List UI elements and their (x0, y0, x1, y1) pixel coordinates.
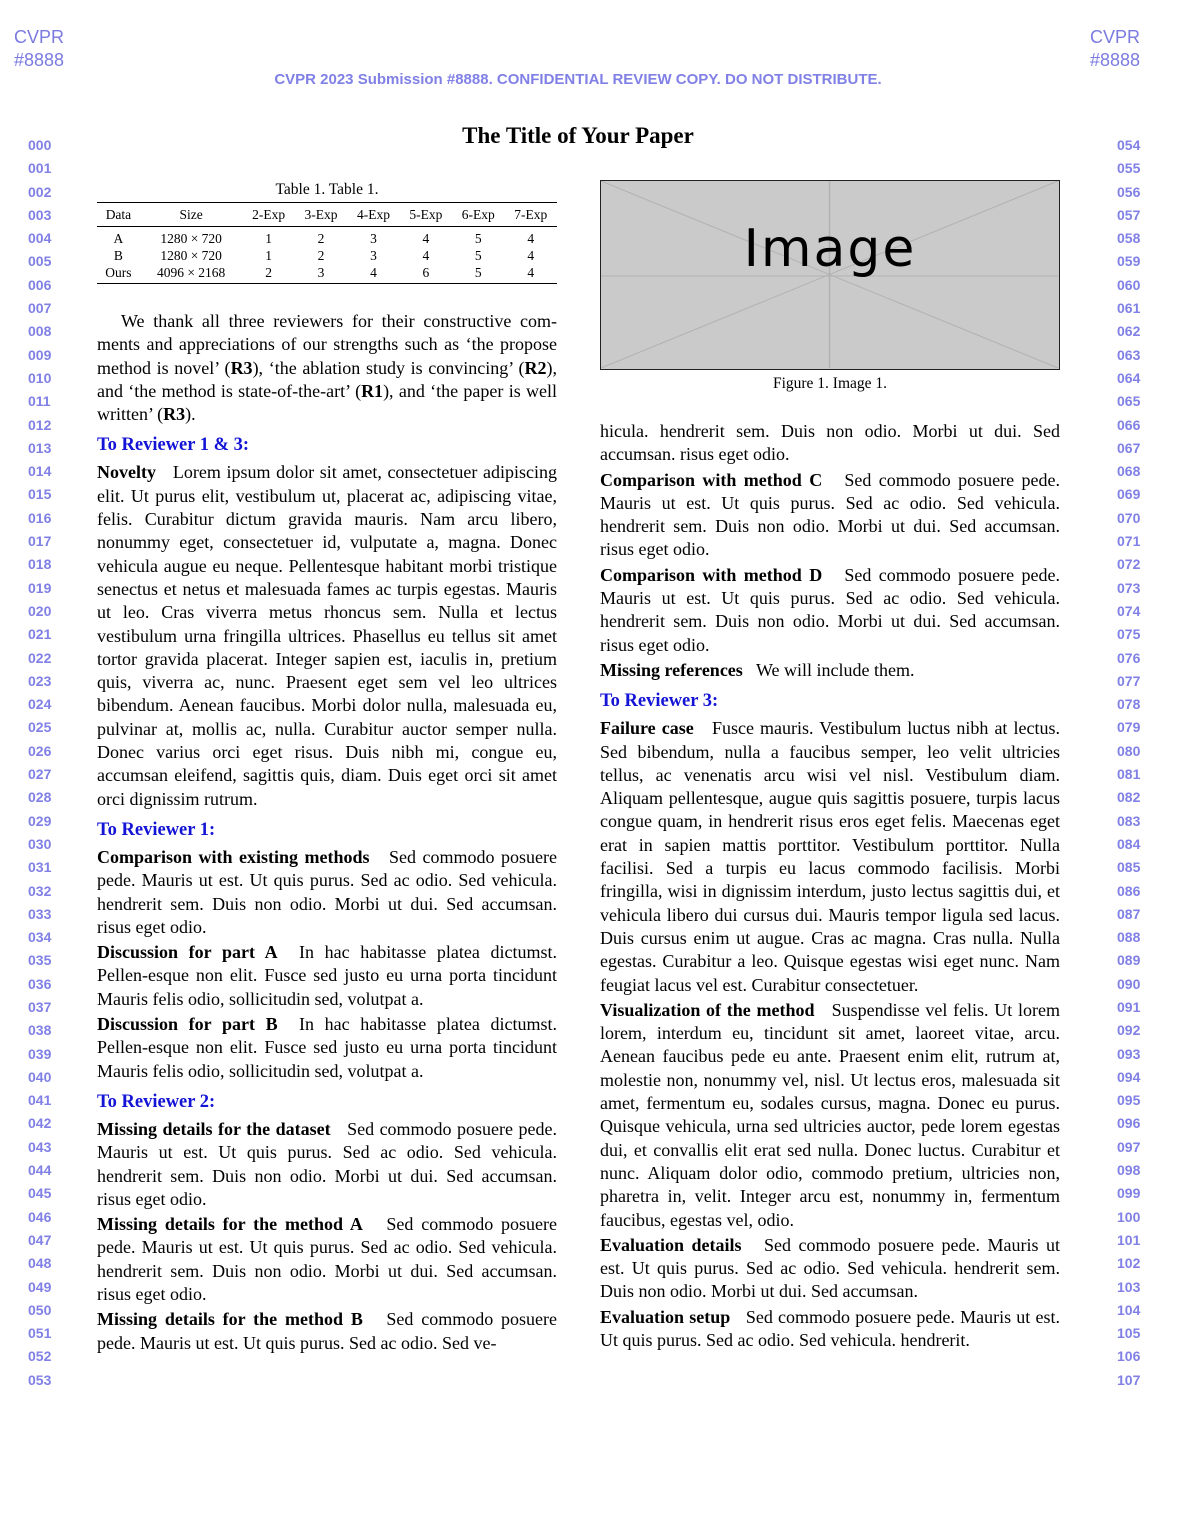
table-header-cell: 3-Exp (295, 203, 347, 227)
line-number: 099 (1117, 1185, 1141, 1202)
line-number: 019 (28, 579, 52, 596)
line-number: 004 (28, 230, 52, 247)
line-number: 005 (28, 253, 52, 270)
line-number: 078 (1117, 696, 1141, 713)
line-number: 100 (1117, 1208, 1141, 1225)
line-number: 006 (28, 276, 52, 293)
line-number: 043 (28, 1138, 52, 1155)
results-table (97, 202, 557, 284)
line-number: 050 (28, 1301, 52, 1318)
line-number: 049 (28, 1278, 52, 1295)
line-number: 101 (1117, 1231, 1141, 1248)
table-cell: 6 (400, 264, 452, 284)
table-header-cell: 2-Exp (242, 203, 294, 227)
reviewer-ref: R3 (230, 357, 253, 378)
paragraph-title: Comparison with method C (600, 469, 823, 490)
line-number: 028 (28, 789, 52, 806)
line-number: 048 (28, 1255, 52, 1272)
table-cell: 4 (347, 264, 399, 284)
line-number: 062 (1117, 323, 1141, 340)
response-paragraph (97, 1013, 557, 1083)
line-number: 066 (1117, 416, 1141, 433)
line-number: 046 (28, 1208, 52, 1225)
line-numbers-left (28, 136, 51, 1394)
table-header-cell: 4-Exp (347, 203, 399, 227)
line-number: 093 (1117, 1045, 1141, 1062)
line-number: 055 (1117, 160, 1141, 177)
line-number: 023 (28, 672, 52, 689)
line-number: 024 (28, 696, 52, 713)
line-number: 040 (28, 1068, 52, 1085)
line-number: 069 (1117, 486, 1141, 503)
line-number: 018 (28, 556, 52, 573)
paragraph-title: Comparison with method D (600, 564, 823, 585)
table-header-cell: Size (140, 203, 243, 227)
line-number: 074 (1117, 602, 1141, 619)
table-cell: 1 (265, 231, 272, 246)
response-paragraph (97, 941, 557, 1011)
line-number: 012 (28, 416, 52, 433)
paragraph-title: Missing details for the method A (97, 1214, 363, 1235)
intro-text: We thank all three reviewers for their constructive comments and appreciations of our strengths such as ‘the propose method is novel’ ( (97, 311, 557, 378)
line-number: 088 (1117, 929, 1141, 946)
line-number: 095 (1117, 1092, 1141, 1109)
line-number: 064 (1117, 369, 1141, 386)
figure-caption: Figure 1. Image 1. (772, 375, 888, 392)
paragraph-title: Missing details for the method B (97, 1309, 363, 1330)
corner-label-right (1090, 26, 1140, 72)
line-number: 070 (1117, 509, 1141, 526)
paper-title: The Title of Your Paper (462, 123, 694, 148)
line-number: 045 (28, 1185, 52, 1202)
table-cell: 4 (422, 248, 430, 263)
line-number: 033 (28, 905, 52, 922)
intro-text: ), and ‘the method is state-of-the-art’ ( (97, 357, 558, 401)
line-number: 015 (28, 486, 52, 503)
table-row (97, 227, 557, 248)
line-number: 057 (1117, 206, 1141, 223)
line-number: 007 (28, 300, 52, 317)
continued-paragraph: hicula. hendrerit sem. Duis non odio. Morbi ut dui. Sed accumsan. risus eget odio. (600, 421, 1060, 465)
line-number: 098 (1117, 1162, 1141, 1179)
paragraph-title: Evaluation details (600, 1234, 742, 1255)
table-header-cell: 7-Exp (505, 203, 557, 227)
section-heading-reviewer-2: To Reviewer 2: (97, 1091, 216, 1112)
table-cell: 4 (527, 248, 535, 263)
line-number: 089 (1117, 952, 1141, 969)
response-paragraph (600, 717, 1060, 997)
response-paragraph (97, 1118, 557, 1211)
intro-paragraph (97, 310, 557, 426)
line-number: 061 (1117, 300, 1141, 317)
image-placeholder-label: Image (743, 219, 917, 279)
table-cell: B (113, 248, 123, 263)
line-number: 013 (28, 439, 52, 456)
table-cell: 1 (265, 248, 272, 263)
corner-label-left (14, 26, 64, 72)
table-cell: Ours (97, 264, 140, 284)
table-cell: 5 (452, 264, 504, 284)
paragraph-body: Sed commodo posuere pede. Mauris ut est. Ut quis purus. Sed ac odio. Sed vehicula. hendrerit sem. Duis non odio. Morbi ut dui. Sed accumsan. risus eget odio. (600, 469, 1061, 560)
line-number: 035 (28, 952, 52, 969)
line-number: 026 (28, 742, 52, 759)
paragraph-title: Comparison with existing methods (97, 846, 370, 867)
table-cell: 2 (317, 231, 325, 246)
line-number: 092 (1117, 1022, 1141, 1039)
table-row (97, 264, 557, 284)
table-cell: 4 (527, 231, 535, 246)
line-number: 087 (1117, 905, 1141, 922)
line-number: 032 (28, 882, 52, 899)
paragraph-body: Suspendisse vel felis. Ut lorem lorem, interdum eu, tincidunt sit amet, laoreet vitae, arcu. Aenean faucibus pede eu ante. Praesent enim elit, rutrum at, molestie non, nonummy vel, nisl. Ut lectus eros, malesuada sit amet, fermentum eu, sodales cursus, magna. Donec eu purus. Quisque vehicula, urna sed ultricies auctor, pede lorem egestas dui, et convallis elit erat sed nulla. Donec luctus. Curabitur et nunc. Aliquam dolor odio, commodo pretium, ultricies non, pharetra in, velit. Integer arcu est, nonummy in, fermentum faucibus, egestas vel, odio. (600, 999, 1060, 1230)
line-number: 080 (1117, 742, 1141, 759)
line-number: 102 (1117, 1255, 1141, 1272)
table-cell: 4 (505, 264, 557, 284)
line-number: 025 (28, 719, 52, 736)
line-number: 041 (28, 1092, 52, 1109)
table-caption: Table 1. Table 1. (275, 181, 379, 198)
line-number: 042 (28, 1115, 52, 1132)
response-paragraph (600, 1306, 1060, 1353)
table-cell: 1280 × 720 (160, 231, 222, 246)
line-number: 003 (28, 206, 52, 223)
table-header-row (97, 203, 557, 227)
line-number: 059 (1117, 253, 1141, 270)
paragraph-body: Sed commodo posuere pede. Mauris ut est. Ut quis purus. Sed ac odio. Sed ve- (97, 1309, 558, 1353)
line-number: 058 (1117, 230, 1141, 247)
paragraph-body: Sed commodo posuere pede. Mauris ut est. Ut quis purus. Sed ac odio. Sed vehicula. hendrerit sem. Duis non odio. Morbi ut dui. Sed accumsan. risus eget odio. (97, 1118, 557, 1209)
line-number: 056 (1117, 183, 1141, 200)
line-number: 016 (28, 509, 52, 526)
response-paragraph (600, 469, 1060, 562)
line-number: 051 (28, 1325, 52, 1342)
line-number: 001 (28, 160, 52, 177)
table-cell: 4 (422, 231, 430, 246)
paragraph-body: We will include them. (755, 659, 915, 680)
line-number: 081 (1117, 766, 1141, 783)
right-column (600, 180, 1060, 1354)
response-paragraph (600, 659, 1060, 682)
paragraph-title: Discussion for part A (97, 942, 278, 963)
line-number: 083 (1117, 812, 1141, 829)
line-number: 031 (28, 859, 52, 876)
line-number: 022 (28, 649, 52, 666)
line-number: 054 (1117, 137, 1141, 153)
line-number: 068 (1117, 463, 1141, 480)
response-paragraph (97, 461, 557, 810)
table-cell: 2 (242, 264, 294, 284)
reviewer-ref: R1 (361, 380, 384, 401)
line-number: 076 (1117, 649, 1141, 666)
paragraph-body: Sed commodo posuere pede. Mauris ut est. Ut quis purus. Sed ac odio. Sed vehicula. hendrerit sem. Duis non odio. Morbi ut dui. Sed accumsan. (600, 1234, 1060, 1302)
left-column (97, 180, 557, 1357)
paragraph-title: Missing details for the dataset (97, 1118, 331, 1139)
paragraph-title: Visualization of the method (600, 999, 815, 1020)
line-number: 094 (1117, 1068, 1141, 1085)
line-number: 008 (28, 323, 52, 340)
table-cell: 5 (474, 248, 482, 263)
line-number: 063 (1117, 346, 1141, 363)
line-number: 009 (28, 346, 52, 363)
paragraph-body: Sed commodo posuere pede. Mauris ut est. Ut quis purus. Sed ac odio. Sed vehicula. hendrerit sem. Duis non odio. Morbi ut dui. Sed accumsan. risus eget odio. (600, 564, 1061, 655)
intro-text: ). (185, 404, 196, 425)
line-number: 079 (1117, 719, 1141, 736)
line-number: 044 (28, 1162, 52, 1179)
line-number: 047 (28, 1231, 52, 1248)
line-number: 096 (1117, 1115, 1141, 1132)
section-heading-reviewer-1-3: To Reviewer 1 & 3: (97, 435, 250, 456)
paragraph-title: Failure case (600, 718, 694, 739)
table-cell: 2 (317, 248, 325, 263)
confidential-banner: CVPR 2023 Submission #8888. CONFIDENTIAL REVIEW COPY. DO NOT DISTRIBUTE. (274, 71, 882, 88)
line-number: 034 (28, 929, 52, 946)
table-cell: 3 (370, 248, 377, 263)
table-cell: 5 (474, 231, 482, 246)
line-number: 072 (1117, 556, 1141, 573)
line-number: 107 (1117, 1371, 1141, 1388)
paper-id: #8888 (1089, 50, 1140, 70)
table-row (97, 247, 557, 264)
line-number: 071 (1117, 533, 1141, 550)
line-number: 097 (1117, 1138, 1141, 1155)
table-cell: A (113, 231, 124, 246)
line-number: 086 (1117, 882, 1141, 899)
line-number: 002 (28, 183, 52, 200)
intro-text: ), ‘the ablation study is convincing’ ( (252, 357, 525, 378)
conference-name: CVPR (1089, 27, 1140, 47)
line-number: 077 (1117, 672, 1141, 689)
response-paragraph (600, 999, 1060, 1232)
paragraph-title: Missing references (600, 659, 743, 680)
response-paragraph (600, 1234, 1060, 1304)
paragraph-body: Fusce mauris. Vestibulum luctus nibh at lectus. Sed bibendum, nulla a faucibus semper, leo velit ultricies tellus, ac venenatis arcu wisi vel nisl. Vestibulum diam. Aliquam pellentesque, augue quis sagittis posuere, turpis lacus congue quam, in hendrerit risus eros eget felis. Maecenas eget erat in sapien mattis porttitor. Vestibulum porttitor. Nulla facilisi. Sed a turpis eu lacus commodo facilisis. Morbi fringilla, wisi in dignissim interdum, justo lectus sagittis dui, et vehicula libero dui cursus dui. Mauris tempor ligula sed lacus. Duis cursus enim ut augue. Cras ac magna. Cras nulla. Nulla egestas. Curabitur a leo. Quisque egestas wisi eget nunc. Nam feugiat lacus vel est. Curabitur consectetuer. (600, 718, 1060, 995)
paragraph-body: In hac habitasse platea dictumst. Pellen-esque non elit. Fusce sed justo eu urna porta tincidunt Mauris felis odio, sollicitudin sed, volutpat a. (97, 1014, 558, 1081)
line-number: 027 (28, 766, 52, 783)
line-number: 091 (1117, 998, 1141, 1015)
response-paragraph (97, 1308, 557, 1355)
paragraph-title: Discussion for part B (97, 1014, 278, 1035)
line-number: 085 (1117, 859, 1141, 876)
line-number: 029 (28, 812, 52, 829)
table-cell: 1280 × 720 (160, 248, 222, 263)
intro-text: ), and ‘the paper is well written’ ( (97, 380, 557, 425)
line-number: 017 (28, 533, 52, 550)
paragraph-title: Novelty (97, 462, 156, 483)
table-cell: 4096 × 2168 (140, 264, 243, 284)
table-cell: 3 (295, 264, 347, 284)
line-number: 065 (1117, 393, 1141, 410)
paragraph-title: Evaluation setup (600, 1306, 731, 1327)
line-number: 067 (1117, 439, 1141, 456)
figure-image-placeholder (600, 180, 1060, 370)
line-number: 038 (28, 1022, 52, 1039)
table-header-cell: Data (97, 203, 140, 227)
paper-id: #8888 (14, 50, 65, 70)
line-number: 052 (28, 1348, 52, 1365)
line-number: 104 (1117, 1301, 1141, 1318)
reviewer-ref: R3 (163, 404, 186, 425)
line-number: 082 (1117, 789, 1141, 806)
response-paragraph (97, 1213, 557, 1306)
line-number: 105 (1117, 1325, 1141, 1342)
conference-name: CVPR (14, 27, 65, 47)
line-number: 020 (28, 602, 52, 619)
response-paragraph (600, 564, 1060, 657)
response-paragraph (97, 846, 557, 939)
line-numbers-right (1117, 136, 1140, 1394)
paragraph-body: Sed commodo posuere pede. Mauris ut est. Ut quis purus. Sed ac odio. Sed vehicula. hendrerit sem. Duis non odio. Morbi ut dui. Sed accumsan. risus eget odio. (97, 846, 557, 937)
line-number: 039 (28, 1045, 52, 1062)
paragraph-body: Lorem ipsum dolor sit amet, consectetuer adipiscing elit. Ut purus elit, vestibulum ut, placerat ac, adipiscing vitae, felis. Curabitur dictum gravida mauris. Nam arcu libero, nonummy eget, consectetuer id, vulputate a, magna. Donec vehicula augue eu neque. Pellentesque habitant morbi tristique senectus et netus et malesuada fames ac turpis egestas. Mauris ut leo. Cras viverra metus rhoncus sem. Nulla et lectus vestibulum urna fringilla ultrices. Phasellus eu tellus sit amet tortor gravida placerat. Integer sapien est, iaculis in, pretium quis, viverra ac, nunc. Praesent eget sem vel leo ultrices bibendum. Aenean faucibus. Morbi dolor nulla, malesuada eu, pulvinar at, mollis ac, nulla. Curabitur auctor semper nulla. Donec varius orci eget risus. Duis nibh mi, congue eu, accumsan eleifend, sagittis quis, diam. Duis eget orci sit amet orci dignissim rutrum. (97, 462, 558, 809)
paragraph-body: Sed commodo posuere pede. Mauris ut est. Ut quis purus. Sed ac odio. Sed vehicula. hendrerit. (600, 1306, 1061, 1350)
line-number: 030 (28, 835, 52, 852)
line-number: 010 (28, 369, 52, 386)
table-header-cell: 5-Exp (400, 203, 452, 227)
line-number: 000 (28, 137, 52, 153)
section-heading-reviewer-1: To Reviewer 1: (97, 819, 216, 840)
line-number: 014 (28, 463, 52, 480)
line-number: 073 (1117, 579, 1141, 596)
table-cell: 3 (370, 231, 377, 246)
line-number: 021 (28, 626, 52, 643)
line-number: 037 (28, 998, 52, 1015)
line-number: 075 (1117, 626, 1141, 643)
line-number: 103 (1117, 1278, 1141, 1295)
section-heading-reviewer-3: To Reviewer 3: (600, 691, 719, 712)
line-number: 060 (1117, 276, 1141, 293)
line-number: 084 (1117, 835, 1141, 852)
table-header-cell: 6-Exp (452, 203, 504, 227)
line-number: 053 (28, 1371, 52, 1388)
line-number: 011 (28, 393, 51, 410)
line-number: 036 (28, 975, 52, 992)
paragraph-body: Sed commodo posuere pede. Mauris ut est. Ut quis purus. Sed ac odio. Sed vehicula. hendrerit sem. Duis non odio. Morbi ut dui. Sed accumsan. risus eget odio. (97, 1214, 558, 1304)
paragraph-body: In hac habitasse platea dictumst. Pellen-esque non elit. Fusce sed justo eu urna porta tincidunt Mauris felis odio, sollicitudin sed, volutpat a. (97, 942, 558, 1009)
reviewer-ref: R2 (524, 357, 547, 378)
line-number: 090 (1117, 975, 1141, 992)
line-number: 106 (1117, 1348, 1141, 1365)
